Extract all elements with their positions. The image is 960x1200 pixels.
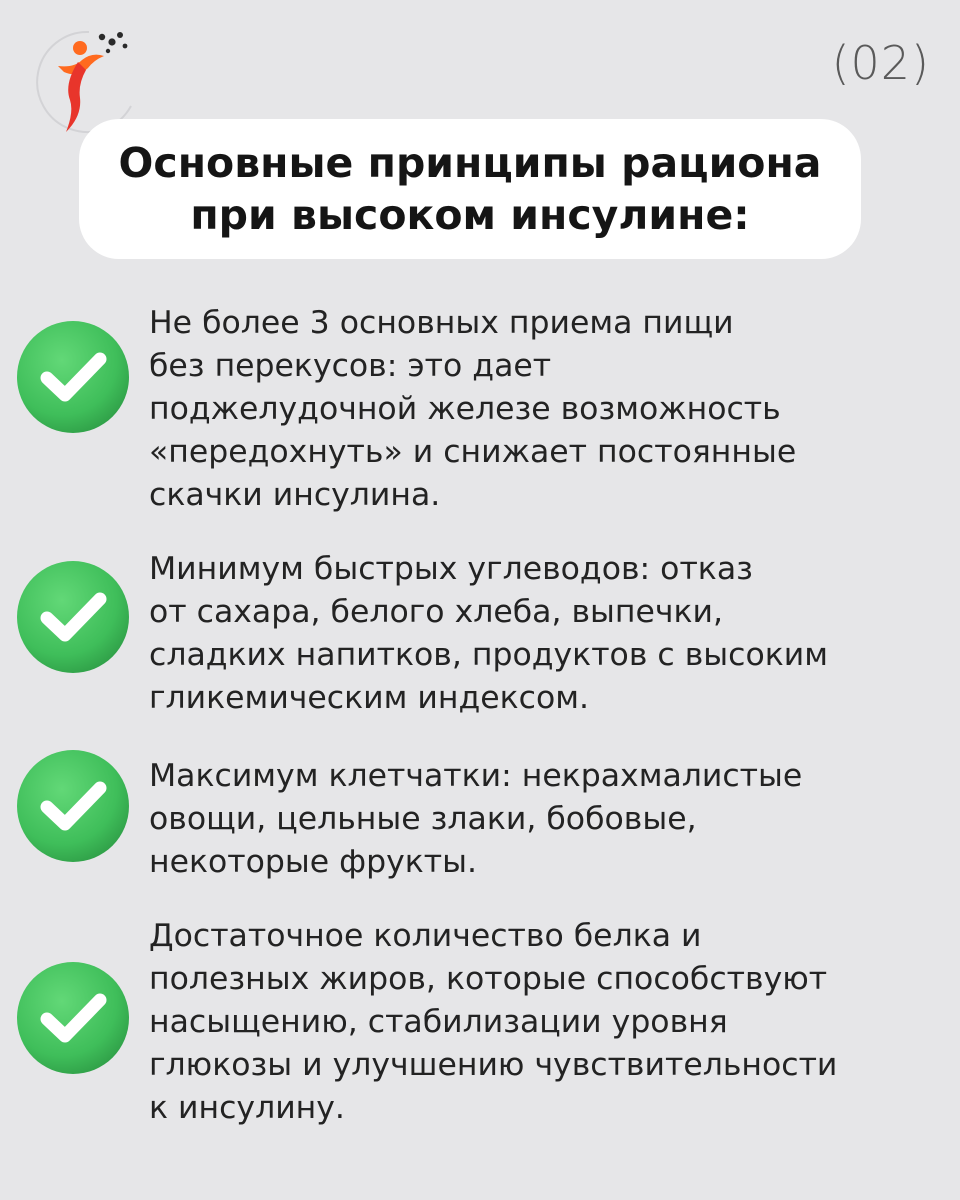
title-card	[79, 119, 861, 259]
item-text-line: некоторые фрукты.	[149, 844, 477, 880]
item-text	[149, 302, 949, 517]
item-text-line: Достаточное количество белка и	[149, 918, 702, 954]
page-number: (02)	[831, 36, 930, 90]
item-text	[149, 915, 949, 1130]
item-text-line: насыщению, стабилизации уровня	[149, 1004, 728, 1040]
check-circle-icon	[14, 558, 132, 676]
list-item	[0, 755, 960, 895]
item-text-line: Не более 3 основных приема пищи	[149, 305, 734, 341]
check-circle-icon	[14, 747, 132, 865]
item-text-line: к инсулину.	[149, 1090, 345, 1126]
item-text	[149, 548, 949, 720]
check-circle-icon	[14, 959, 132, 1077]
item-text-line: глюкозы и улучшению чувствительности	[149, 1047, 838, 1083]
item-text-line: поджелудочной железе возможность	[149, 391, 781, 427]
page-title-line-2: при высоком инсулине:	[190, 191, 750, 239]
check-circle-icon	[14, 318, 132, 436]
item-text-line: Максимум клетчатки: некрахмалистые	[149, 758, 803, 794]
item-text-line: сладких напитков, продуктов с высоким	[149, 637, 829, 673]
list-item	[0, 915, 960, 1135]
item-text	[149, 755, 949, 884]
item-text-line: скачки инсулина.	[149, 477, 441, 513]
item-text-line: полезных жиров, которые способствуют	[149, 961, 828, 997]
item-text-line: гликемическим индексом.	[149, 680, 590, 716]
item-text-line: «передохнуть» и снижает постоянные	[149, 434, 797, 470]
item-text-line: овощи, цельные злаки, бобовые,	[149, 801, 697, 837]
page-title-line-1: Основные принципы рациона	[118, 139, 822, 187]
list-item	[0, 548, 960, 728]
item-text-line: Минимум быстрых углеводов: отказ	[149, 551, 753, 587]
list-item	[0, 302, 960, 522]
item-text-line: от сахара, белого хлеба, выпечки,	[149, 594, 724, 630]
item-text-line: без перекусов: это дает	[149, 348, 552, 384]
